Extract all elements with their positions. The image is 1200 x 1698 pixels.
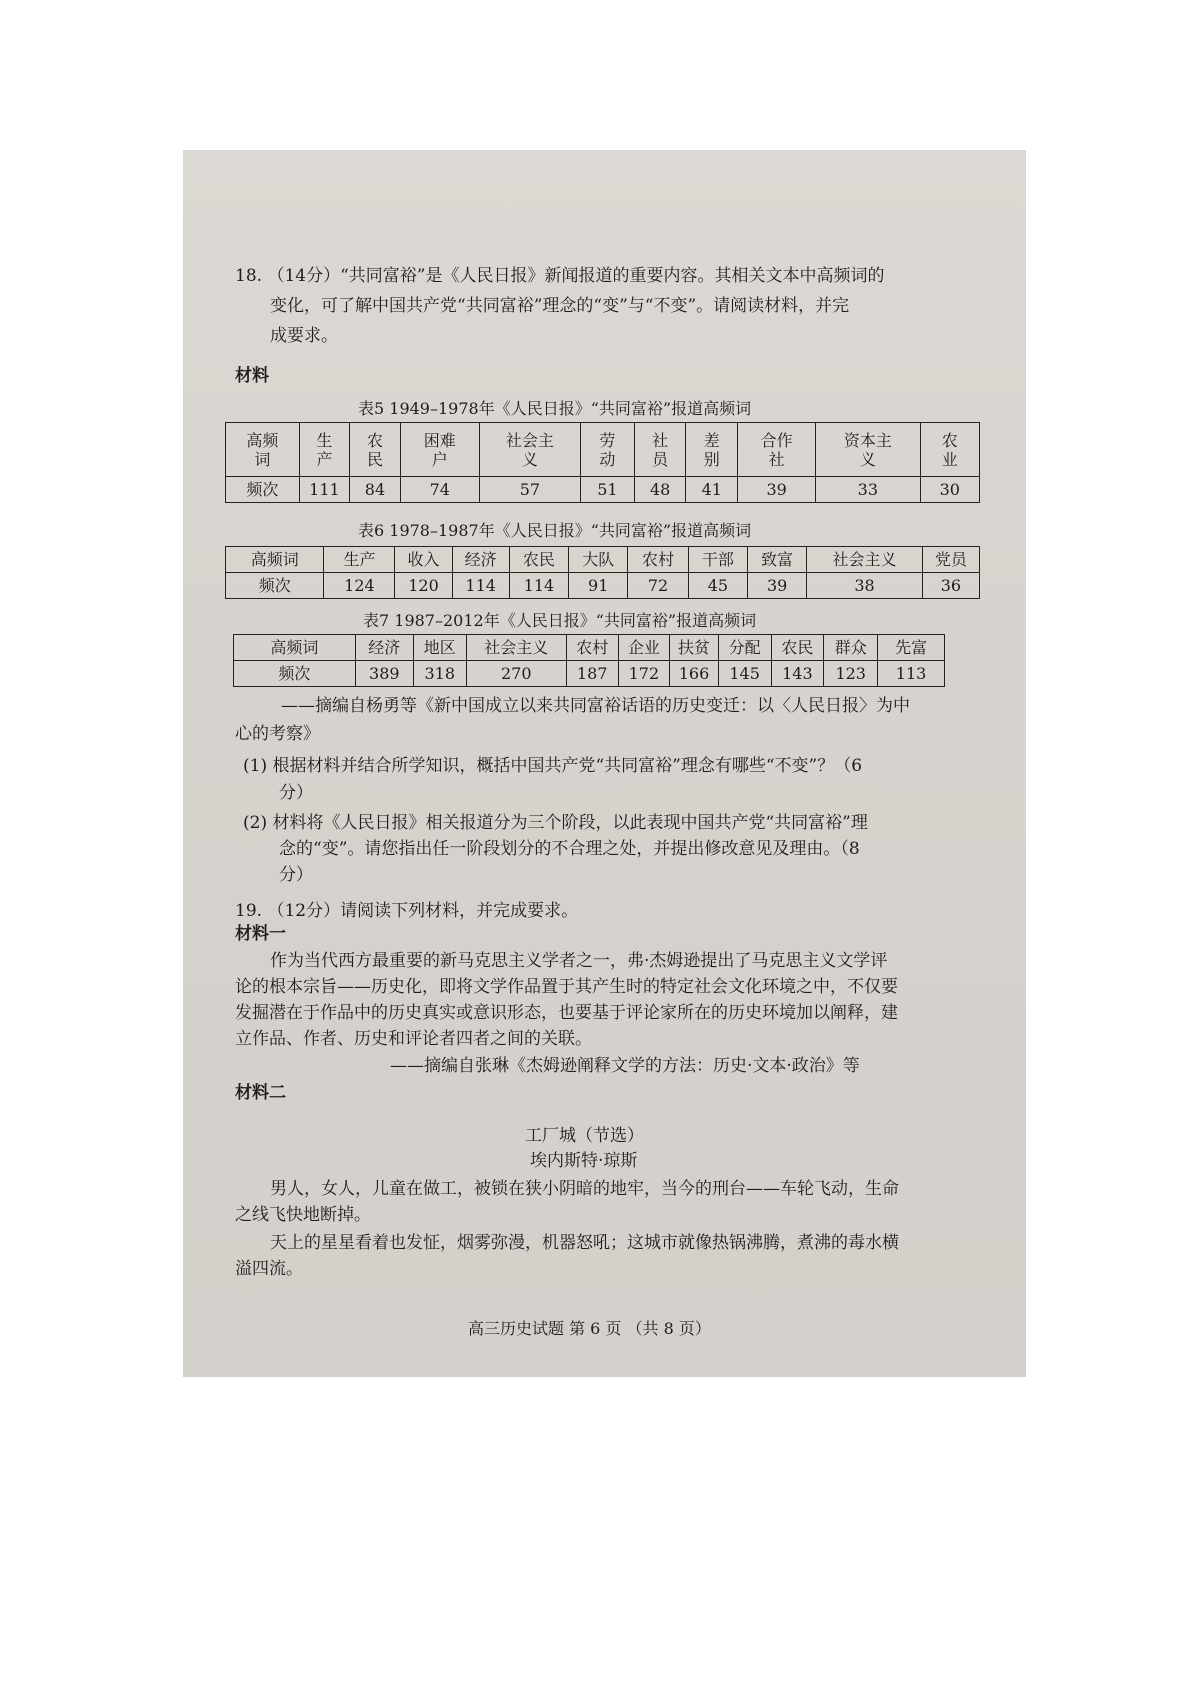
- table6-freq: 38: [807, 573, 922, 599]
- table6-freq: 72: [628, 573, 688, 599]
- table7-word: 经济: [355, 635, 413, 661]
- q18-source-line1: ——摘编自杨勇等《新中国成立以来共同富裕话语的历史变迁：以〈人民日报〉为中: [281, 696, 910, 716]
- table5-freq: 111: [299, 477, 350, 503]
- table6-word: 致富: [748, 547, 807, 573]
- table6-freq: 124: [324, 573, 395, 599]
- table7-word: 农村: [566, 635, 618, 661]
- q18-stem-line2: 变化，可了解中国共产党“共同富裕”理念的“变”与“不变”。请阅读材料，并完: [270, 296, 850, 316]
- exam-page: [183, 150, 1026, 1377]
- table6: [225, 546, 980, 599]
- q18-sub1-line2: 分）: [279, 783, 313, 803]
- table5-freq-row: [226, 477, 980, 503]
- table6-freq: 91: [569, 573, 628, 599]
- table6-freq-row: [226, 573, 980, 599]
- table6-freq: 114: [509, 573, 568, 599]
- q19-stem: 19. （12分）请阅读下列材料，并完成要求。: [235, 901, 579, 921]
- q19-material1-line3: 发掘潜在于作品中的历史真实或意识形态，也要基于评论家所在的历史环境加以阐释，建: [235, 1003, 898, 1023]
- q18-sub2-line1: (2) 材料将《人民日报》相关报道分为三个阶段，以此表现中国共产党“共同富裕”理: [243, 813, 868, 833]
- table5-freq: 30: [920, 477, 979, 503]
- table5-word: 劳 动: [580, 423, 634, 477]
- table5-word: 资本主 义: [816, 423, 920, 477]
- table7-word: 群众: [824, 635, 878, 661]
- q19-material1-source: ——摘编自张琳《杰姆逊阐释文学的方法：历史·文本·政治》等: [390, 1056, 860, 1076]
- table6-word: 大队: [569, 547, 628, 573]
- table5-freq: 74: [400, 477, 479, 503]
- table6-freq: 114: [452, 573, 509, 599]
- table5-word: 差 别: [686, 423, 738, 477]
- table6-word: 干部: [688, 547, 747, 573]
- table7: [233, 634, 945, 687]
- table5-freq-label: 频次: [226, 477, 300, 503]
- table5-word: 农 民: [350, 423, 401, 477]
- table7-word: 地区: [413, 635, 466, 661]
- poem-line3: 天上的星星看着也发怔，烟雾弥漫，机器怒吼；这城市就像热锅沸腾，煮沸的毒水横: [270, 1233, 899, 1253]
- table5-freq: 57: [479, 477, 580, 503]
- q19-material1-line4: 立作品、作者、历史和评论者四者之间的关联。: [235, 1029, 592, 1049]
- q19-material1-line2: 论的根本宗旨——历史化，即将文学作品置于其产生时的特定社会文化环境之中，不仅要: [235, 977, 898, 997]
- poem-author: 埃内斯特·琼斯: [530, 1151, 638, 1171]
- table7-head-label: 高频词: [234, 635, 356, 661]
- q19-material1-label: 材料一: [235, 924, 286, 944]
- table5-word: 困难 户: [400, 423, 479, 477]
- table7-word: 社会主义: [466, 635, 566, 661]
- table7-freq: 145: [718, 661, 771, 687]
- table7-freq: 143: [771, 661, 824, 687]
- poem-line4: 溢四流。: [235, 1259, 303, 1279]
- table5-caption: 表5 1949–1978年《人民日报》“共同富裕”报道高频词: [358, 399, 752, 418]
- table6-word: 农村: [628, 547, 688, 573]
- table5-word: 农 业: [920, 423, 979, 477]
- table7-word: 企业: [618, 635, 670, 661]
- q18-stem-line3: 成要求。: [270, 326, 338, 346]
- table7-freq: 270: [466, 661, 566, 687]
- table7-word: 扶贫: [670, 635, 718, 661]
- table7-word: 农民: [771, 635, 824, 661]
- q19-material2-label: 材料二: [235, 1083, 286, 1103]
- table5-word: 生 产: [299, 423, 350, 477]
- table7-freq: 318: [413, 661, 466, 687]
- table5-freq: 39: [738, 477, 816, 503]
- poem-title: 工厂城（节选）: [525, 1126, 644, 1146]
- table6-caption: 表6 1978–1987年《人民日报》“共同富裕”报道高频词: [358, 521, 752, 540]
- table5-word: 社 员: [634, 423, 686, 477]
- table6-word: 收入: [395, 547, 452, 573]
- q18-stem-line1: 18. （14分）“共同富裕”是《人民日报》新闻报道的重要内容。其相关文本中高频词的: [235, 266, 885, 286]
- table6-word: 生产: [324, 547, 395, 573]
- table7-caption: 表7 1987–2012年《人民日报》“共同富裕”报道高频词: [363, 611, 757, 630]
- poem-line1: 男人，女人，儿童在做工，被锁在狭小阴暗的地牢，当今的刑台——车轮飞动，生命: [270, 1179, 899, 1199]
- table6-word: 农民: [509, 547, 568, 573]
- table5: [225, 422, 980, 503]
- table7-freq: 113: [878, 661, 945, 687]
- q18-source-line2: 心的考察》: [235, 724, 320, 744]
- table6-word-row: [226, 547, 980, 573]
- table6-freq: 36: [922, 573, 979, 599]
- poem-line2: 之线飞快地断掉。: [235, 1205, 371, 1225]
- table7-freq: 389: [355, 661, 413, 687]
- table5-freq: 41: [686, 477, 738, 503]
- table7-freq-label: 频次: [234, 661, 356, 687]
- table5-word: 社会主 义: [479, 423, 580, 477]
- q18-material-label: 材料: [235, 366, 269, 386]
- table7-freq: 166: [670, 661, 718, 687]
- table7-freq: 123: [824, 661, 878, 687]
- table6-word: 经济: [452, 547, 509, 573]
- table5-word: 合作 社: [738, 423, 816, 477]
- table7-freq: 172: [618, 661, 670, 687]
- table7-word: 分配: [718, 635, 771, 661]
- page-footer: 高三历史试题 第 6 页 （共 8 页）: [468, 1319, 711, 1338]
- table6-freq-label: 频次: [226, 573, 324, 599]
- table5-word-row: [226, 423, 980, 477]
- table5-freq: 48: [634, 477, 686, 503]
- table7-word-row: [234, 635, 945, 661]
- table5-freq: 51: [580, 477, 634, 503]
- q19-material1-line1: 作为当代西方最重要的新马克思主义学者之一，弗·杰姆逊提出了马克思主义文学评: [270, 951, 888, 971]
- q18-sub1-line1: (1) 根据材料并结合所学知识，概括中国共产党“共同富裕”理念有哪些“不变”？（6: [243, 756, 863, 776]
- table5-freq: 84: [350, 477, 401, 503]
- q18-sub2-line2: 念的“变”。请您指出任一阶段划分的不合理之处，并提出修改意见及理由。（8: [279, 839, 860, 859]
- q18-sub2-line3: 分）: [279, 865, 313, 885]
- table6-head-label: 高频词: [226, 547, 324, 573]
- table6-freq: 39: [748, 573, 807, 599]
- table7-freq-row: [234, 661, 945, 687]
- table6-freq: 45: [688, 573, 747, 599]
- table5-head-label: 高频 词: [226, 423, 300, 477]
- table7-freq: 187: [566, 661, 618, 687]
- table6-word: 社会主义: [807, 547, 922, 573]
- table6-word: 党员: [922, 547, 979, 573]
- table5-freq: 33: [816, 477, 920, 503]
- table6-freq: 120: [395, 573, 452, 599]
- table7-word: 先富: [878, 635, 945, 661]
